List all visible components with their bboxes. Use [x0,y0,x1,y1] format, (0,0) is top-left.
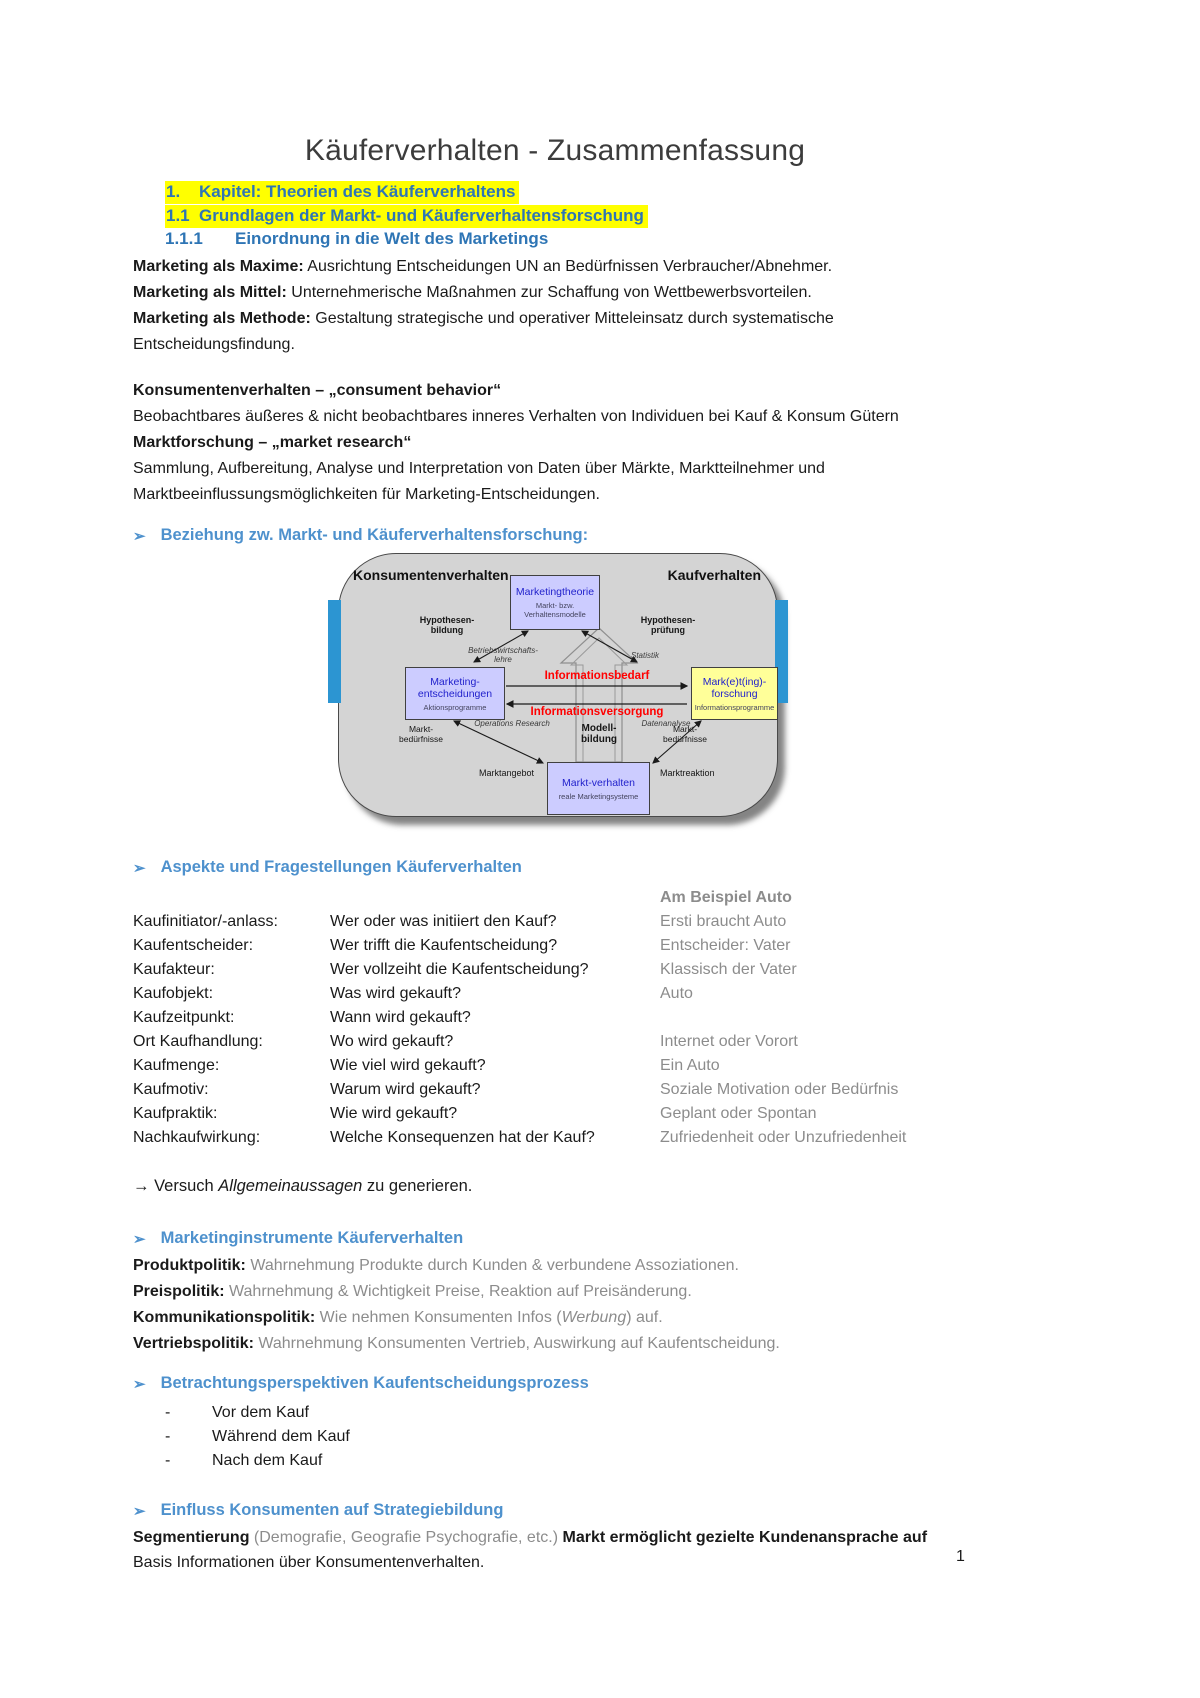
aspect-label: Kaufakteur: [133,961,215,978]
table-row [133,1030,1073,1054]
aspect-example: Auto [660,985,693,1002]
aspect-example: Entscheider: Vater [660,937,791,954]
section-heading-text: Aspekte und Fragestellungen Käuferverhalten [160,858,522,876]
table-row [133,1102,1073,1126]
list-item: Produktpolitik: Wahrnehmung Produkte durch Kunden & verbundene Assoziationen. [133,1257,739,1274]
segmentation-paragraph: Segmentierung (Demografie, Geografie Psychografie, etc.) Markt ermöglicht gezielte Kundenansprache auf Basis Informationen über Konsumentenverhalten. [133,1529,928,1571]
heading-1-1-1 [165,229,548,249]
aspect-question: Wo wird gekauft? [330,1033,454,1050]
label-model-building: Modell-bildung [580,723,618,745]
heading-number: 1.1.1 [165,229,203,248]
instruments-list [133,1253,1073,1357]
aspect-label: Kaufobjekt: [133,985,214,1002]
aspect-label: Nachkaufwirkung: [133,1129,261,1146]
aspect-label: Kaufmenge: [133,1057,220,1074]
label-operations-research: Operations Research [474,719,550,728]
aspect-question: Wer oder was initiiert den Kauf? [330,913,557,930]
list-item: - Während dem Kauf [133,1425,350,1449]
aspect-example: Internet oder Vorort [660,1033,798,1050]
aspect-question: Wie viel wird gekauft? [330,1057,486,1074]
table-header-row [133,886,1073,910]
page-number: 1 [956,1548,965,1565]
aspect-label: Kaufmotiv: [133,1081,209,1098]
diagram-left-bar [328,600,341,703]
arrow-bullet-icon: ➢ [133,860,146,877]
arrow-bullet-icon: ➢ [133,1503,146,1520]
section-heading-text: Einfluss Konsumenten auf Strategiebildung [160,1501,504,1519]
arrow-bullet-icon: ➢ [133,1231,146,1248]
label-hypothesis-building: Hypothesen-bildung [419,615,475,635]
theory-box: Marketingtheorie Markt- bzw. Verhaltensmodelle [510,575,600,630]
section-heading-einfluss [133,1501,503,1520]
definition-term: Konsumentenverhalten – „consument behavior“ [133,382,502,399]
conclusion-line: → Versuch Allgemeinaussagen zu generieren. [133,1177,473,1195]
table-row [133,958,1073,982]
behavior-definitions [133,378,1073,508]
research-box: Mark(e)t(ing)-forschung Informationsprogramme [691,667,778,720]
aspect-question: Wer vollzeiht die Kaufentscheidung? [330,961,589,978]
marketing-definitions [133,254,1073,358]
aspect-example: Klassisch der Vater [660,961,797,978]
list-item: - Vor dem Kauf [133,1401,350,1425]
aspect-example: Soziale Motivation oder Bedürfnis [660,1081,899,1098]
page-title: Käuferverhalten - Zusammenfassung [304,134,806,167]
arrow-bullet-icon: ➢ [133,1376,146,1393]
definition-term: Marktforschung – „market research“ [133,434,412,451]
table-row [133,1078,1073,1102]
right-arrow-icon: → [133,1177,150,1195]
definition-line: Marketing als Mittel: Unternehmerische Maßnahmen zur Schaffung von Wettbewerbsvorteilen. [133,284,812,301]
section-heading-text: Beziehung zw. Markt- und Käuferverhaltensforschung: [160,526,589,544]
perspectives-list [133,1401,350,1473]
market-box: Markt-verhalten reale Marketingsysteme [547,762,650,815]
table-row [133,982,1073,1006]
section-heading-text: Betrachtungsperspektiven Kaufentscheidungsprozess [160,1374,589,1392]
label-market-needs-right: Markt-bedürfnisse [663,724,707,744]
aspect-question: Wann wird gekauft? [330,1009,471,1026]
label-market-offer: Marktangebot [479,768,535,778]
table-row [133,934,1073,958]
aspect-label: Kaufinitiator/-anlass: [133,913,278,930]
aspect-label: Kaufpraktik: [133,1105,218,1122]
aspect-label: Kaufzeitpunkt: [133,1009,235,1026]
heading-1-1 [165,205,648,228]
label-market-needs-left: Markt-bedürfnisse [399,724,443,744]
highlight [165,181,519,204]
diagram-region-right: Kaufverhalten [667,567,761,583]
arrow-bullet-icon: ➢ [133,528,146,545]
section-heading-aspekte [133,858,522,877]
aspect-example: Ersti braucht Auto [660,913,787,930]
aspect-question: Wer trifft die Kaufentscheidung? [330,937,558,954]
label-market-reaction: Marktreaktion [660,768,715,778]
heading-number: 1.1 [166,206,190,225]
list-item: Vertriebspolitik: Wahrnehmung Konsumenten Vertrieb, Auswirkung auf Kaufentscheidung. [133,1335,780,1352]
heading-text: Grundlagen der Markt- und Käuferverhaltensforschung [199,206,644,225]
aspect-example: Zufriedenheit oder Unzufriedenheit [660,1129,907,1146]
list-item: - Nach dem Kauf [133,1449,350,1473]
section-heading-beziehung [133,526,588,545]
market-research-diagram [333,553,783,835]
label-hypothesis-testing: Hypothesen-prüfung [640,615,696,635]
definition-desc: Sammlung, Aufbereitung, Analyse und Interpretation von Daten über Märkte, Marktteilnehmer und Marktbeeinflussungsmöglichkeiten für Marketing-Entscheidungen. [133,460,825,503]
table-row [133,1054,1073,1078]
dash-bullet-icon: - [165,1452,171,1469]
table-row [133,910,1073,934]
heading-text: Einordnung in die Welt des Marketings [235,229,549,248]
label-statistik: Statistik [630,651,659,660]
aspect-question: Was wird gekauft? [330,985,462,1002]
section-heading-instrumente [133,1229,463,1248]
definition-line: Marketing als Methode: Gestaltung strategische und operativer Mitteleinsatz durch systematische Entscheidungsfindung. [133,310,834,353]
definition-desc: Beobachtbares äußeres & nicht beobachtbares inneres Verhalten von Individuen bei Kauf & Konsum Gütern [133,408,899,425]
aspect-question: Warum wird gekauft? [330,1081,481,1098]
definition-line: Marketing als Maxime: Ausrichtung Entscheidungen UN an Bedürfnissen Verbraucher/Abnehmer. [133,258,833,275]
highlight [165,205,648,228]
list-item: Kommunikationspolitik: Wie nehmen Konsumenten Infos (Werbung) auf. [133,1309,663,1326]
dash-bullet-icon: - [165,1428,171,1445]
aspect-example [660,1006,1073,1030]
aspect-example: Ein Auto [660,1057,720,1074]
dash-bullet-icon: - [165,1404,171,1421]
aspect-label: Ort Kaufhandlung: [133,1033,263,1050]
aspect-question: Wie wird gekauft? [330,1105,458,1122]
example-column-header: Am Beispiel Auto [660,889,792,906]
heading-kapitel-1 [165,181,519,204]
section-heading-perspektiven [133,1374,589,1393]
label-bwl: Betriebswirtschafts-lehre [468,646,538,664]
aspect-question: Welche Konsequenzen hat der Kauf? [330,1129,595,1146]
heading-number: 1. [166,182,181,201]
section-heading-text: Marketinginstrumente Käuferverhalten [160,1229,464,1247]
decisions-box: Marketing-entscheidungen Aktionsprogramme [405,667,505,720]
label-datenanalyse: Datenanalyse [641,719,691,728]
table-row [133,1006,1073,1030]
aspect-example: Geplant oder Spontan [660,1105,817,1122]
table-row [133,1126,1073,1150]
label-info-need: Informationsbedarf [544,670,650,682]
diagram-region-left: Konsumentenverhalten [353,567,509,583]
heading-text: Kapitel: Theorien des Käuferverhaltens [199,182,516,201]
label-info-supply: Informationsversorgung [530,706,664,718]
aspect-label: Kaufentscheider: [133,937,254,954]
list-item: Preispolitik: Wahrnehmung & Wichtigkeit Preise, Reaktion auf Preisänderung. [133,1283,692,1300]
aspects-table [133,886,1073,1150]
